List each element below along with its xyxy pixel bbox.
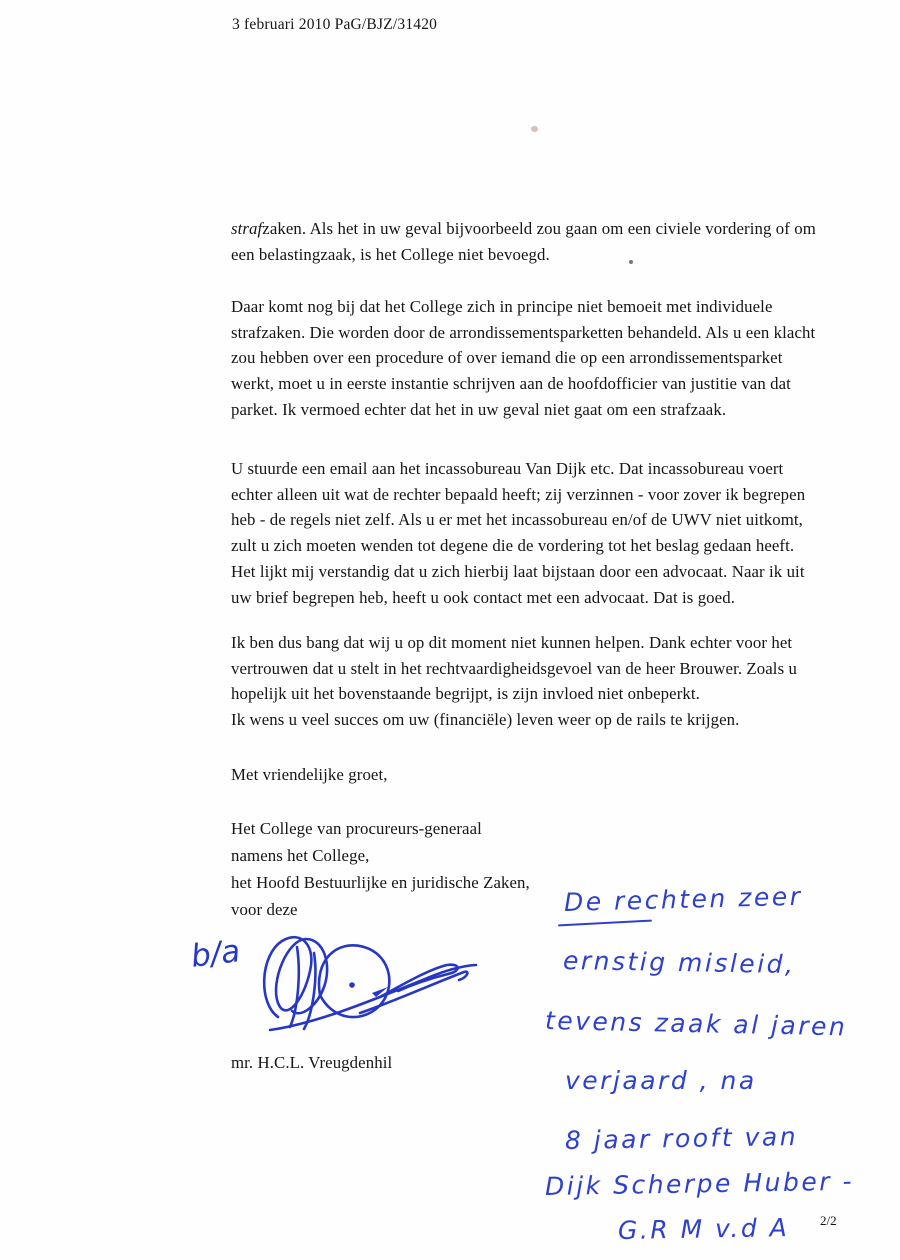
letter-line: werkt, moet u in eerste instantie schrijven aan de hoofdofficier van justitie van dat: [231, 374, 791, 394]
letter-line-text: zaken. Als het in uw geval bijvoorbeeld zou gaan om een civiele vordering of om: [262, 219, 816, 238]
signed-name: [231, 1050, 392, 1076]
italic-word: straf: [231, 219, 263, 238]
letter-line: zult u zich moeten wenden tot degene die de vordering tot het beslag gedaan heeft.: [231, 536, 795, 556]
letter-line: Ik wens u veel succes om uw (financiële) leven weer op de rails te krijgen.: [231, 710, 740, 730]
letter-line: namens het College,: [231, 846, 370, 865]
letter-line: Daar komt nog bij dat het College zich in principe niet bemoeit met individuele: [231, 297, 773, 316]
paragraph-4: [231, 630, 797, 733]
letter-line: Het College van procureurs-generaal: [231, 819, 482, 838]
handwritten-note-line: verjaard , na: [565, 1066, 757, 1095]
letter-line: [231, 216, 816, 242]
letter-line: strafzaken. Die worden door de arrondissementsparketten behandeld. Als u een klacht: [231, 322, 816, 342]
paragraph-2: [231, 294, 815, 423]
handwritten-note-line: G.R M v.d A: [617, 1213, 790, 1245]
letter-line: parket. Ik vermoed echter dat het in uw geval niet gaat om een strafzaak.: [231, 399, 727, 419]
handwritten-note-line: 8 jaar rooft van: [564, 1121, 799, 1155]
handwritten-note-line: ernstig misleid,: [562, 946, 796, 980]
handwritten-note-line: Dijk Scherpe Huber -: [544, 1166, 855, 1201]
letter-line: U stuurde een email aan het incassobureau Van Dijk etc. Dat incassobureau voert: [231, 459, 784, 478]
letter-line: mr. H.C.L. Vreugdenhil: [231, 1053, 393, 1072]
handwriting-underline: [558, 920, 652, 927]
letter-line: Ik ben dus bang dat wij u op dit moment niet kunnen helpen. Dank echter voor het: [231, 633, 793, 652]
signature-scribble: [240, 925, 480, 1035]
letter-line: Het lijkt mij verstandig dat u zich hierbij laat bijstaan door een advocaat. Naar ik uit: [231, 561, 805, 581]
handwritten-note-line: tevens zaak al jaren: [544, 1006, 848, 1042]
letter-line: het Hoofd Bestuurlijke en juridische Zaken,: [231, 873, 530, 892]
paragraph-3: [231, 456, 805, 610]
reference-line: 3 februari 2010 PaG/BJZ/31420: [232, 16, 438, 33]
scan-speck: [531, 126, 538, 132]
paragraph-1: [231, 216, 816, 267]
letter-line: echter alleen uit wat de rechter bepaald heeft; zij verzinnen - voor zover ik begrepen: [231, 484, 806, 504]
letter-line: heb - de regels niet zelf. Als u er met het incassobureau en/of de UWV niet uitkomt,: [231, 510, 803, 530]
letter-line: een belastingzaak, is het College niet bevoegd.: [231, 244, 550, 264]
letter-line: hopelijk uit het bovenstaande begrijpt, is zijn invloed niet onbeperkt.: [231, 684, 700, 704]
letter-line: voor deze: [231, 900, 298, 919]
page-number: 2/2: [820, 1213, 837, 1228]
letter-line: Met vriendelijke groet,: [231, 765, 388, 784]
letter-line: uw brief begrepen heb, heeft u ook contact met een advocaat. Dat is goed.: [231, 587, 736, 607]
letter-line: zou hebben over een procedure of over iemand die op een arrondissementsparket: [231, 348, 783, 368]
letter-line: vertrouwen dat u stelt in het rechtvaardigheidsgevoel van de heer Brouwer. Zoals u: [231, 658, 797, 678]
handwritten-initials: b/a: [188, 933, 243, 975]
handwritten-note-line: De rechten zeer: [563, 881, 803, 917]
closing-salutation: [231, 762, 388, 788]
signature-block: [231, 815, 530, 923]
